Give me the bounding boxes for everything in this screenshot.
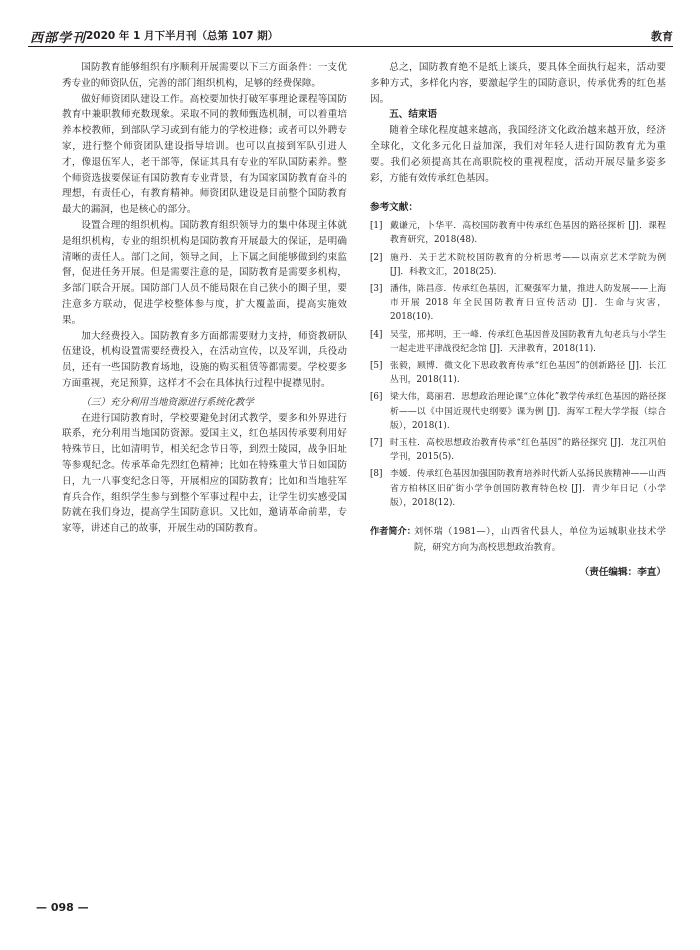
references-title: 参考文献：	[370, 202, 418, 214]
reference-item: [3] 潘伟，陈昌彦．传承红色基因，汇聚强军力量，推进人防发展——上海市开展 2018 年全民国防教育日宣传活动 [J]．生命与灾害，2018(10).	[370, 283, 666, 323]
reference-item: [4] 吴莹，邢邦明，王一峰．传承红色基因普及国防教育九旬老兵与小学生一起走进平津战役纪念馆 [J]．天津教育，2018(11).	[370, 329, 666, 354]
journal-logo: 西部学刊	[30, 31, 87, 46]
body-paragraph: 加大经费投入。国防教育多方面都需要财力支持，师资教研队伍建设，机构设置需要经费投入，在活动宣传，以及军训，兵役动员，还有一些国防教育场地，设施的购买租赁等都需要。学校要多方面重视，充足预算，这样才不会在具体执行过程中捉襟见肘。	[62, 330, 347, 389]
body-paragraph: 在进行国防教育时，学校要避免封闭式教学，要多和外界进行联系，充分利用当地国防资源。爱国主义，红色基因传承要利用好特殊节日，比如清明节，相关纪念节日等，到烈士陵园，战争旧址等参观纪念。传承革命先烈红色精神；比如在特殊重大节日如国防日，九一八事变纪念日等，开展相应的国防教育；比如和当地驻军育兵合作，组织学生参与到整个军事过程中去，让学生切实感受国防就在我们身边，提高学生国防意识。又比如，邀请革命前辈，专家等，讲述自己的故事，开展生动的国防教育。	[62, 412, 347, 535]
body-paragraph: 设置合理的组织机构。国防教育组织领导力的集中体现主体就是组织机构，专业的组织机构是国防教育开展最大的保证，是明确清晰的责任人。部门之间，领导之间，上下属之间能够做到约束监督，促进任务开展。但是需要注意的是，国防教育是需要多机构，多部门联合开展。国防部门人员不能局限在自己狭小的圈子里，要注意多方联动，促进学校整体参与度，扩大覆盖面，提高实施效果。	[62, 219, 347, 326]
reference-item: [7] 时玉柱．高校思想政治教育传承“红色基因”的路径探究 [J]．龙江巩伯学刊，2015(5).	[370, 438, 666, 463]
reference-item: [5] 张毅，顾博．微文化下思政教育传承“红色基因”的创新路径 [J]．长江丛刊，2018(11).	[370, 361, 666, 386]
left-column	[62, 60, 347, 537]
issue-info: 2020 年 1 月下半月刊（总第 107 期）	[86, 30, 279, 42]
body-paragraph: 总之，国防教育绝不是纸上谈兵，要具体全面执行起来，活动要多种方式，多样化内容，要激起学生的国防意识，传承优秀的红色基因。	[370, 62, 666, 105]
reference-item: [1] 戴谦元，卜华平．高校国防教育中传承红色基因的路径探析 [J]．课程教育研究，2018(48).	[370, 221, 666, 246]
right-column	[370, 60, 666, 581]
header-divider	[28, 46, 673, 47]
author-label: 作者简介：	[370, 526, 416, 538]
section-heading: 五、结束语	[389, 109, 438, 121]
page-header	[28, 26, 673, 46]
page-number: — 098 —	[36, 901, 89, 914]
reference-item: [8] 李媛．传承红色基因加强国防教育培养时代新人弘扬民族精神——山西省方柏林区旧矿街小学争创国防教育特色校 [J]．青少年日记（小学版），2018(12).	[370, 469, 666, 508]
reference-item: [2] 施丹．关于艺术院校国防教育的分析思考——以南京艺术学院为例 [J]．科教文汇，2018(25).	[370, 252, 666, 277]
author-text: 刘怀瑞（1981—），山西省代县人，单位为运城职业技术学院，研究方向为高校思想政治教育。	[414, 526, 666, 553]
subsection-heading: （三）充分利用当地资源进行系统化教学	[81, 396, 254, 408]
reference-item: [6] 梁大伟，葛丽君．思想政治理论课“立体化”教学传承红色基因的路径探析——以《中国近现代史纲要》课为例 [J]．海军工程大学学报（综合版），2018(1).	[370, 392, 666, 431]
editor-credit: （责任编辑：李直）	[579, 567, 666, 579]
section-label: 教育	[651, 30, 673, 43]
body-paragraph: 国防教育能够组织有序顺利开展需要以下三方面条件：一支优秀专业的师资队伍，完善的部门组织机构，足够的经费保障。	[62, 62, 347, 89]
body-paragraph: 随着全球化程度越来越高，我国经济文化政治越来越开放，经济全球化，文化多元化日益加深，我们对年轻人进行国防教育尤为重要。我们必须提高其在高职院校的重视程度，活动开展尽量多姿多彩，方能有效传承红色基因。	[370, 125, 666, 184]
author-bio	[370, 524, 666, 555]
body-paragraph: 做好师资团队建设工作。高校要加快打破军事理论课程等国防教育中兼职教师充数现象。采取不同的教师甄选机制，可以着重培养本校教师，到部队学习或到有能力的学校进修；或者可以外聘专家，进行整个师资团队建设指导培训。也可以直接到军队引进人才，像退伍军人，老干部等，保证其具有专业的军队国防素养。整个师资选拔要保证有国防教育专业背景，有为国家国防教育奋斗的理想，有责任心，有教育精神。师资团队建设是目前整个国防教育最大的漏洞，也是核心的部分。	[62, 93, 347, 216]
